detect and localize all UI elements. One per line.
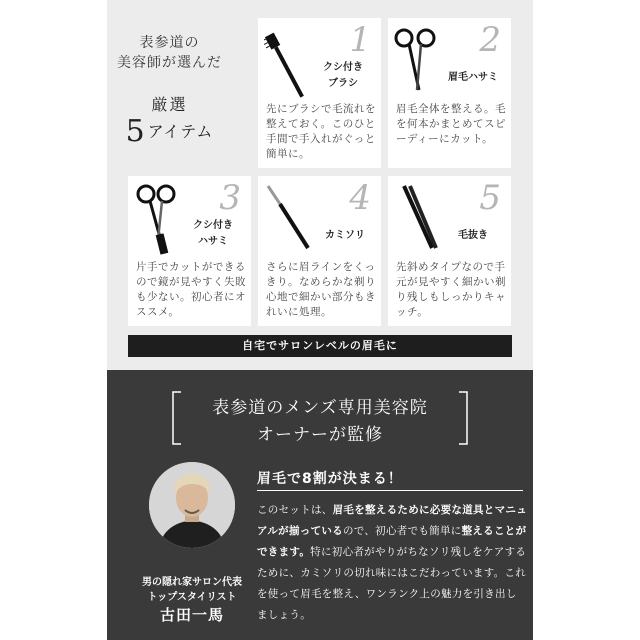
item-card-1 [258, 18, 381, 168]
comb-brush-icon [264, 26, 310, 102]
item-name: カミソリ [325, 230, 365, 241]
intro-line-1: 表参道の [139, 35, 200, 51]
person-portrait-icon [149, 462, 235, 548]
intro-line-4 [107, 114, 232, 149]
item-card-5 [388, 176, 511, 326]
item-desc: 先斜めタイプなので手元が見やすく細かい剃り残しもしっかりキャッチ。 [396, 261, 506, 318]
scissors-icon [392, 24, 440, 96]
item-desc: さらに眉ラインをくっきり。なめらかな剃り心地で細かい部分もきれいに処理。 [266, 261, 376, 318]
intro-number: 5 [125, 114, 146, 149]
razor-icon [262, 182, 314, 252]
item-number: 4 [349, 178, 371, 218]
owner-name: 古田一馬 [159, 606, 224, 624]
intro-line-3: 厳選 [151, 95, 188, 114]
item-card-4 [258, 176, 381, 326]
item-name: クシ付き ブラシ [323, 62, 363, 89]
owner-title-2: トップスタイリスト [147, 592, 237, 603]
owner-title-1: 男の隠れ家サロン代表 [142, 577, 242, 588]
para-text-3: 特に初心者がやりがちなソリ残しをケアするために、カミソリの切れ味にはこだわっています。これを使って眉毛を整え、ワンランク上の魅力を引き出しましょう。 [257, 546, 527, 621]
owner-heading-line-2: オーナーが監修 [257, 425, 383, 445]
intro-block [107, 18, 232, 168]
comb-scissors-icon [134, 180, 180, 258]
item-desc: 先にブラシで毛流れを整えておく。このひと手間で手入れがぐっと簡単に。 [266, 103, 376, 160]
tools-section [107, 0, 533, 370]
tweezers-icon [396, 182, 442, 254]
item-card-2 [388, 18, 511, 168]
owner-section [107, 370, 533, 640]
item-number: 5 [479, 178, 501, 218]
owner-paragraph [257, 500, 527, 626]
para-text-2: ので、初心者でも簡単に [342, 525, 462, 537]
item-card-3 [128, 176, 251, 326]
item-number: 1 [349, 20, 371, 60]
item-desc: 片手でカットができるので鏡が見やすく失敗も少ない。初心者にオススメ。 [136, 261, 246, 318]
salon-level-banner: 自宅でサロンレベルの眉毛に [128, 335, 512, 357]
owner-heading-line-1: 表参道のメンズ専用美容院 [212, 398, 428, 418]
intro-suffix: アイテム [147, 122, 214, 141]
intro-line-2: 美容師が選んだ [117, 55, 222, 71]
item-number: 3 [219, 178, 241, 218]
item-desc: 眉毛全体を整える。毛を何本かまとめてスピーディーにカット。 [396, 103, 506, 145]
para-bold-1: 眉毛を整えるために必要な道具とマニュアルが揃っている [257, 504, 528, 537]
owner-heading [107, 395, 533, 449]
item-name: 毛抜き [458, 230, 488, 241]
para-bold-2: 整えることができます。 [257, 525, 527, 558]
para-text-1: このセットは、 [257, 504, 333, 516]
item-name: 眉毛ハサミ [448, 72, 498, 83]
item-name: クシ付き ハサミ [193, 220, 233, 247]
divider [257, 490, 523, 491]
item-number: 2 [479, 20, 501, 60]
owner-photo [149, 462, 235, 548]
catchphrase: 眉毛で8割が決まる！ [257, 471, 403, 487]
